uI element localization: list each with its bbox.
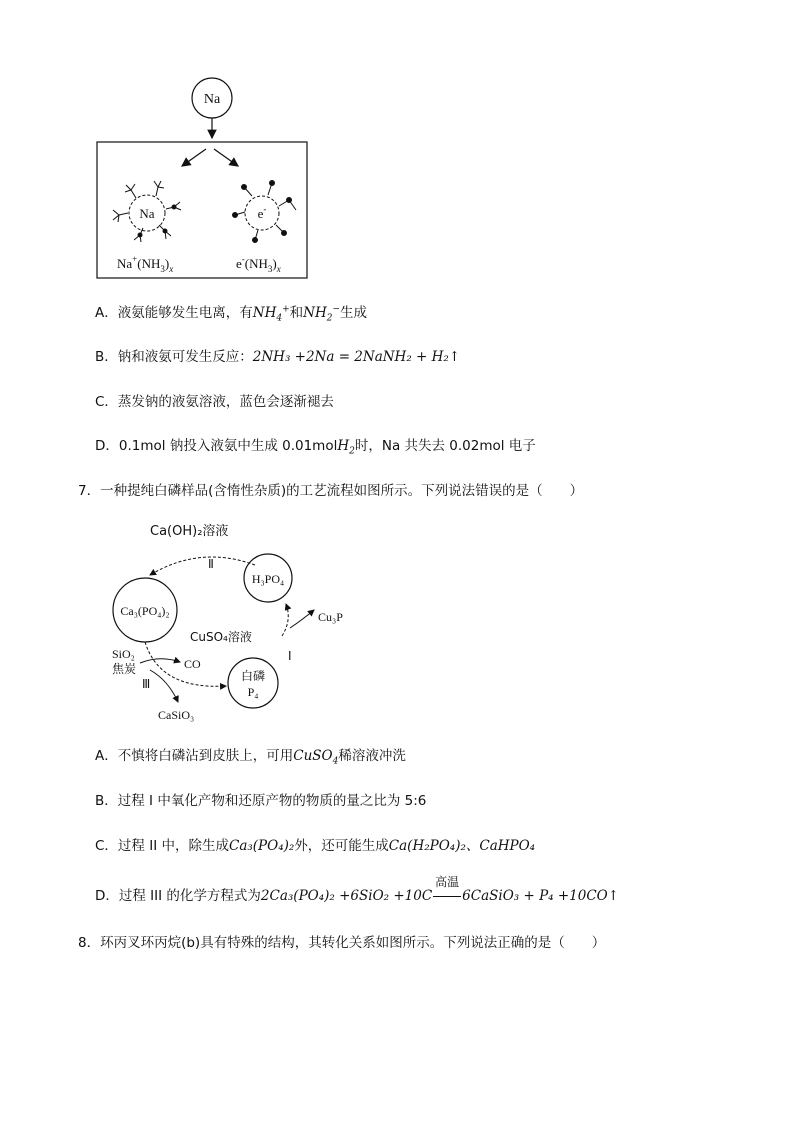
sodium-ammonia-figure [0,0,794,290]
svg-text:Cu₃P: Cu₃P [318,610,343,624]
svg-text:SiO₂: SiO₂ [112,647,135,661]
na-atom-label: Na [203,92,221,107]
q7-stem: 7．一种提纯白磷样品(含惰性杂质)的工艺流程如图所示。下列说法错误的是（ ） [78,483,584,499]
svg-text:H₃PO₄: H₃PO₄ [251,572,285,586]
q7-option-b: B．过程 I 中氧化产物和还原产物的物质的量之比为 5:6 [95,793,427,809]
phosphorus-process-figure [0,510,794,730]
svg-text:Ⅲ: Ⅲ [142,677,151,691]
svg-text:Ⅰ: Ⅰ [288,649,292,663]
electron-label: e- [257,204,267,221]
q6-option-b: B．钠和液氨可发生反应：2NH₃ +2Na = 2NaNH₂ + H₂↑ [95,349,461,365]
q7-option-d: D．过程 III 的化学方程式为2Ca₃(PO₄)₂ +6SiO₂ +10C 高温 6CaSiO₃ + P₄ +10CO↑ [95,875,620,904]
svg-text:焦炭: 焦炭 [112,662,137,676]
svg-text:CuSO₄溶液: CuSO₄溶液 [190,630,252,644]
q6-option-d: D．0.1mol 钠投入液氨中生成 0.01molH$_2$时，Na 共失去 0.02mol 电子 [95,438,536,457]
svg-text:Ⅱ: Ⅱ [208,557,214,571]
q6-option-c: C．蒸发钠的液氨溶液，蓝色会逐渐褪去 [95,394,334,410]
na-cation-label: Na [139,206,155,221]
solvated-electron-formula: $e^-(NH_3)_x$ [236,254,281,274]
q6-option-a: A．液氨能够发生电离，有$NH_4^+$和$NH_2^-$生成 [95,304,367,324]
svg-text:Ca(OH)₂溶液: Ca(OH)₂溶液 [150,524,229,539]
svg-text:CO: CO [184,657,201,671]
svg-text:P₄: P₄ [247,685,259,699]
solvated-cation-formula: $Na^+(NH_3)_x$ [117,254,174,274]
svg-text:Ca₃(PO₄)₂: Ca₃(PO₄)₂ [120,604,170,618]
q7-option-a: A．不慎将白磷沾到皮肤上，可用CuSO$_4$稀溶液冲洗 [95,748,406,767]
q8-stem: 8．环丙叉环丙烷(b)具有特殊的结构，其转化关系如图所示。下列说法正确的是（ ） [78,935,606,951]
q7-option-c: C．过程 II 中，除生成Ca₃(PO₄)₂外，还可能生成Ca(H₂PO₄)₂、CaHPO₄ [95,838,536,854]
svg-text:CaSiO₃: CaSiO₃ [158,708,195,722]
svg-text:白磷: 白磷 [240,669,266,683]
